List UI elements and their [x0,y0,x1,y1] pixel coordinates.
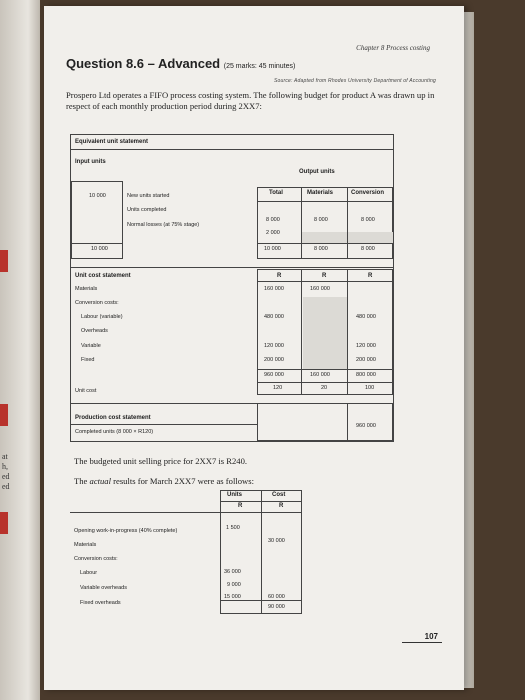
equivalent-total: 10 000 [264,246,281,252]
page-tab-marker [0,512,8,534]
cost-sum-materials: 160 000 [310,372,330,378]
currency-header: R [238,503,243,509]
currency-header: R [322,273,327,279]
divider [257,281,393,282]
divider [220,501,302,502]
currency-header: R [277,273,282,279]
question-marks: (25 marks: 45 minutes) [223,63,296,70]
actual-variable-label: Variable overheads [80,585,127,591]
equivalent-conversion-total: 8 000 [361,246,375,252]
completed-units-label: Completed units (8 000 × R120) [75,429,154,435]
question-intro: Prospero Ltd operates a FIFO process costing system. The following budget for product A was drawn up in respect of each monthly production period during 2XX7: [66,90,435,111]
input-units-label: Input units [75,159,106,165]
selling-price-text: The budgeted unit selling price for 2XX7 is R240. [74,456,248,466]
completed-materials: 8 000 [314,217,328,223]
currency-header: R [368,273,373,279]
labour-total: 480 000 [264,314,284,320]
actual-variable-units: 9 000 [227,582,241,588]
input-units-value: 10 000 [89,193,106,199]
actual-conversion-label: Conversion costs: [74,556,118,562]
col-units-header: Units [227,492,242,498]
left-page-text: ed [2,482,10,491]
equivalent-unit-title: Equivalent unit statement [75,139,149,145]
opening-wip-label: Opening work-in-progress (40% complete) [74,528,178,534]
materials-materials: 160 000 [310,286,330,292]
budget-statement [70,134,394,442]
row-new-units-started: New units started [127,193,170,199]
divider [257,382,393,383]
left-page-text: at [2,452,8,461]
actual-fixed-cost: 60 000 [268,594,285,600]
cost-sum-total: 960 000 [264,372,284,378]
actual-intro-text: results for March 2XX7 were as follows: [111,476,254,486]
actual-labour-units: 36 000 [224,569,241,575]
variable-label: Variable [81,343,101,349]
output-units-label: Output units [299,169,335,175]
actual-labour-label: Labour [80,570,98,576]
divider [70,512,302,513]
divider [71,243,123,244]
labour-conversion: 480 000 [356,314,376,320]
page-tab-marker [0,404,8,426]
left-page-text: ed [2,472,10,481]
completed-conversion: 8 000 [361,217,375,223]
divider [261,490,262,614]
actual-materials-label: Materials [74,542,97,548]
divider [301,187,302,259]
col-materials-header: Materials [307,190,334,196]
actual-materials-cost: 30 000 [268,538,285,544]
page-stack-edge [464,12,474,688]
unit-cost-conversion: 100 [365,385,375,391]
col-cost-header: Cost [272,492,286,498]
unit-cost-materials: 20 [321,385,328,391]
chapter-header: Chapter 8 Process costing [356,44,430,52]
unit-cost-title: Unit cost statement [75,273,131,279]
actual-total-cost: 90 000 [268,604,285,610]
left-page-text: h, [2,462,8,471]
fixed-conversion: 200 000 [356,357,376,363]
question-source: Source: Adapted from Rhodes University Department of Accounting [273,78,436,84]
fixed-label: Fixed [81,357,95,363]
variable-conversion: 120 000 [356,343,376,349]
divider [71,149,393,150]
left-page-edge [0,0,40,700]
page-tab-marker [0,250,8,272]
question-title-text: Question 8.6 – Advanced [66,56,221,71]
currency-header: R [279,503,284,509]
overheads-label: Overheads [81,328,108,334]
completed-total: 8 000 [266,217,280,223]
divider [347,403,348,441]
row-units-completed: Units completed [127,207,167,213]
divider [220,600,302,601]
production-cost-table [257,403,393,441]
fixed-total: 200 000 [264,357,284,363]
equivalent-materials-total: 8 000 [314,246,328,252]
actual-results-table [70,490,310,618]
variable-total: 120 000 [264,343,284,349]
actual-results-intro [74,476,254,486]
col-conversion-header: Conversion [351,190,385,196]
footer-rule [402,642,442,643]
production-cost-title: Production cost statement [75,415,151,421]
col-total-header: Total [269,190,283,196]
actual-fixed-label: Fixed overheads [80,600,121,606]
question-title [66,56,295,71]
divider [71,424,257,425]
divider [347,269,348,395]
page-number: 107 [424,632,438,641]
labour-label: Labour (variable) [81,314,123,320]
materials-total: 160 000 [264,286,284,292]
shaded-cell [303,297,347,369]
actual-intro-text: The [74,476,90,486]
materials-label: Materials [75,286,98,292]
actual-emphasis: actual [89,476,111,486]
unit-cost-total: 120 [273,385,283,391]
divider [301,269,302,395]
actual-fixed-units: 15 000 [224,594,241,600]
book-page [44,6,464,690]
divider [71,267,393,268]
production-cost-value: 960 000 [356,423,376,429]
cost-sum-conversion: 800 000 [356,372,376,378]
losses-total: 2 000 [266,230,280,236]
divider [257,243,393,244]
unit-cost-label: Unit cost [75,388,97,394]
divider [347,187,348,259]
divider [257,201,393,202]
divider [257,369,393,370]
row-normal-losses: Normal losses (at 75% stage) [127,222,200,228]
conversion-costs-label: Conversion costs: [75,300,119,306]
input-units-total: 10 000 [91,246,108,252]
opening-wip-units: 1 500 [226,525,240,531]
